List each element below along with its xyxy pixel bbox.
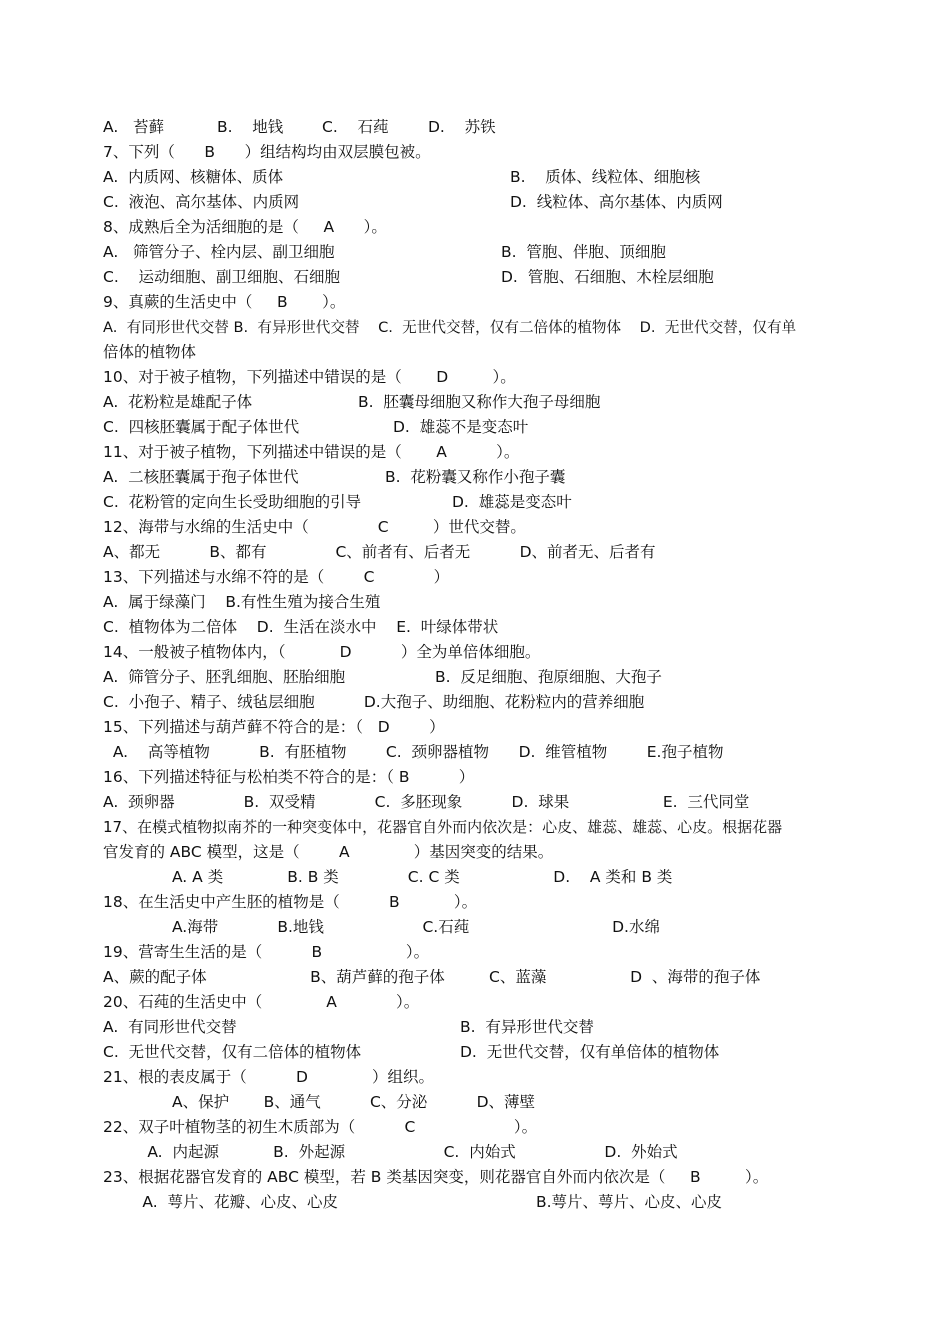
options-line <box>0 465 950 490</box>
question-23 <box>0 1165 950 1190</box>
question-text: 18、在生活史中产生胚的植物是（ B ）。 <box>103 893 478 911</box>
question-text: 20、石莼的生活史中（ A ）。 <box>103 993 420 1011</box>
options-line <box>0 415 950 440</box>
option-d: D. 苏铁 <box>428 118 496 136</box>
question-8 <box>0 215 950 240</box>
option-left: C. 运动细胞、副卫细胞、石细胞 <box>103 268 340 286</box>
question-7 <box>0 140 950 165</box>
option-right: B.萼片、萼片、心皮、心皮 <box>536 1193 723 1211</box>
question-17 <box>0 815 950 840</box>
question-16 <box>0 765 950 790</box>
options-line <box>0 165 950 190</box>
option-a: A. 苔藓 <box>103 118 165 136</box>
options-line-continued <box>0 340 950 365</box>
question-20 <box>0 990 950 1015</box>
question-text: 17、在模式植物拟南芥的一种突变体中，花器官自外而内依次是：心皮、雄蕊、雄蕊、心皮。根据花器 <box>103 818 783 836</box>
option-text: A、都无 B、都有 C、前者有、后者无 D、前者无、后者有 <box>103 543 656 561</box>
option-left: A. 二核胚囊属于孢子体世代 <box>103 468 299 486</box>
question-text: 15、下列描述与葫芦藓不符合的是：（ D ） <box>103 718 445 736</box>
question-12 <box>0 515 950 540</box>
options-line <box>0 590 950 615</box>
options-line <box>0 315 950 340</box>
options-line <box>0 665 950 690</box>
option-right: B. 管胞、伴胞、顶细胞 <box>501 243 666 261</box>
question-text: 8、成熟后全为活细胞的是（ A ）。 <box>103 218 387 236</box>
options-line <box>0 490 950 515</box>
option-left: A. 筛管分子、栓内层、副卫细胞 <box>103 243 335 261</box>
option-text: A. 内起源 B. 外起源 C. 内始式 D. 外始式 <box>103 1143 678 1161</box>
options-line <box>0 115 950 140</box>
question-text: 13、下列描述与水绵不符的是（ C ） <box>103 568 450 586</box>
question-17-continued <box>0 840 950 865</box>
options-line <box>0 240 950 265</box>
question-text: 7、下列（ B ）组结构均由双层膜包被。 <box>103 143 431 161</box>
options-line <box>0 390 950 415</box>
options-line <box>0 790 950 815</box>
option-text: A. 有同形世代交替 B. 有异形世代交替 C. 无世代交替，仅有二倍体的植物体 D. 无世代交替，仅有单 <box>103 319 797 336</box>
question-21 <box>0 1065 950 1090</box>
option-left: C. 花粉管的定向生长受助细胞的引导 <box>103 493 362 511</box>
options-line <box>0 690 950 715</box>
option-right: D. 线粒体、高尔基体、内质网 <box>510 193 723 211</box>
question-text: 22、双子叶植物茎的初生木质部为（ C ）。 <box>103 1118 538 1136</box>
options-line <box>0 1090 950 1115</box>
options-line <box>0 1040 950 1065</box>
option-left: C. 无世代交替，仅有二倍体的植物体 <box>103 1043 362 1061</box>
options-line <box>0 1190 950 1215</box>
question-text: 10、对于被子植物，下列描述中错误的是（ D ）。 <box>103 368 516 386</box>
option-left: A. 内质网、核糖体、质体 <box>103 168 284 186</box>
question-13 <box>0 565 950 590</box>
options-line <box>0 1140 950 1165</box>
option-right: B. 反足细胞、孢原细胞、大孢子 <box>435 668 662 686</box>
option-right: D. 管胞、石细胞、木栓层细胞 <box>501 268 714 286</box>
question-text: 14、一般被子植物体内，（ D ）全为单倍体细胞。 <box>103 643 541 661</box>
option-left: A. 筛管分子、胚乳细胞、胚胎细胞 <box>103 668 346 686</box>
option-text: A、保护 B、通气 C、分泌 D、薄壁 <box>103 1093 536 1111</box>
option-left: C. 液泡、高尔基体、内质网 <box>103 193 300 211</box>
option-text: A.海带 B.地钱 C.石莼 D.水绵 <box>103 918 660 936</box>
option-text: A. A 类 B. B 类 C. C 类 D. A 类和 B 类 <box>103 868 673 886</box>
options-line <box>0 540 950 565</box>
question-10 <box>0 365 950 390</box>
question-11 <box>0 440 950 465</box>
option-right: B. 质体、线粒体、细胞核 <box>510 168 701 186</box>
question-text: 21、根的表皮属于（ D ）组织。 <box>103 1068 434 1086</box>
option-right: D. 雄蕊不是变态叶 <box>393 418 529 436</box>
options-line <box>0 265 950 290</box>
question-text: 12、海带与水绵的生活史中（ C ）世代交替。 <box>103 518 526 536</box>
option-text: A、蕨的配子体 B、葫芦藓的孢子体 C、蓝藻 D 、海带的孢子体 <box>103 968 761 986</box>
option-text: A. 属于绿藻门 B.有性生殖为接合生殖 <box>103 593 381 611</box>
option-text: A. 颈卵器 B. 双受精 C. 多胚现象 D. 球果 E. 三代同堂 <box>103 793 750 811</box>
option-right: B. 胚囊母细胞又称作大孢子母细胞 <box>358 393 601 411</box>
question-19 <box>0 940 950 965</box>
options-line <box>0 915 950 940</box>
question-9 <box>0 290 950 315</box>
question-text: 23、根据花器官发育的 ABC 模型，若 B 类基因突变，则花器官自外而内依次是（ B ）。 <box>103 1168 769 1186</box>
question-text: 官发育的 ABC 模型，这是（ A ）基因突变的结果。 <box>103 843 554 861</box>
option-text: 倍体的植物体 <box>103 343 197 361</box>
option-right: D. 无世代交替，仅有单倍体的植物体 <box>460 1043 720 1061</box>
option-b: B. 地钱 <box>217 118 284 136</box>
options-line <box>0 865 950 890</box>
option-right: B. 花粉囊又称作小孢子囊 <box>385 468 566 486</box>
option-left: C. 四核胚囊属于配子体世代 <box>103 418 300 436</box>
option-left: A. 萼片、花瓣、心皮、心皮 <box>103 1193 339 1211</box>
option-text: C. 小孢子、精子、绒毡层细胞 D.大孢子、助细胞、花粉粒内的营养细胞 <box>103 693 645 711</box>
option-c: C. 石莼 <box>322 118 389 136</box>
question-22 <box>0 1115 950 1140</box>
option-text: A. 高等植物 B. 有胚植物 C. 颈卵器植物 D. 维管植物 E.孢子植物 <box>103 743 724 761</box>
question-text: 9、真蕨的生活史中（ B ）。 <box>103 293 346 311</box>
options-line <box>0 740 950 765</box>
question-text: 11、对于被子植物，下列描述中错误的是（ A ）。 <box>103 443 520 461</box>
option-left: A. 有同形世代交替 <box>103 1018 237 1036</box>
options-line <box>0 615 950 640</box>
option-right: D. 雄蕊是变态叶 <box>452 493 572 511</box>
question-text: 16、下列描述特征与松柏类不符合的是：（ B ） <box>103 768 475 786</box>
option-text: C. 植物体为二倍体 D. 生活在淡水中 E. 叶绿体带状 <box>103 618 499 636</box>
options-line <box>0 965 950 990</box>
question-18 <box>0 890 950 915</box>
options-line <box>0 190 950 215</box>
option-left: A. 花粉粒是雄配子体 <box>103 393 253 411</box>
question-15 <box>0 715 950 740</box>
question-text: 19、营寄生生活的是（ B ）。 <box>103 943 430 961</box>
question-14 <box>0 640 950 665</box>
options-line <box>0 1015 950 1040</box>
option-right: B. 有异形世代交替 <box>460 1018 594 1036</box>
